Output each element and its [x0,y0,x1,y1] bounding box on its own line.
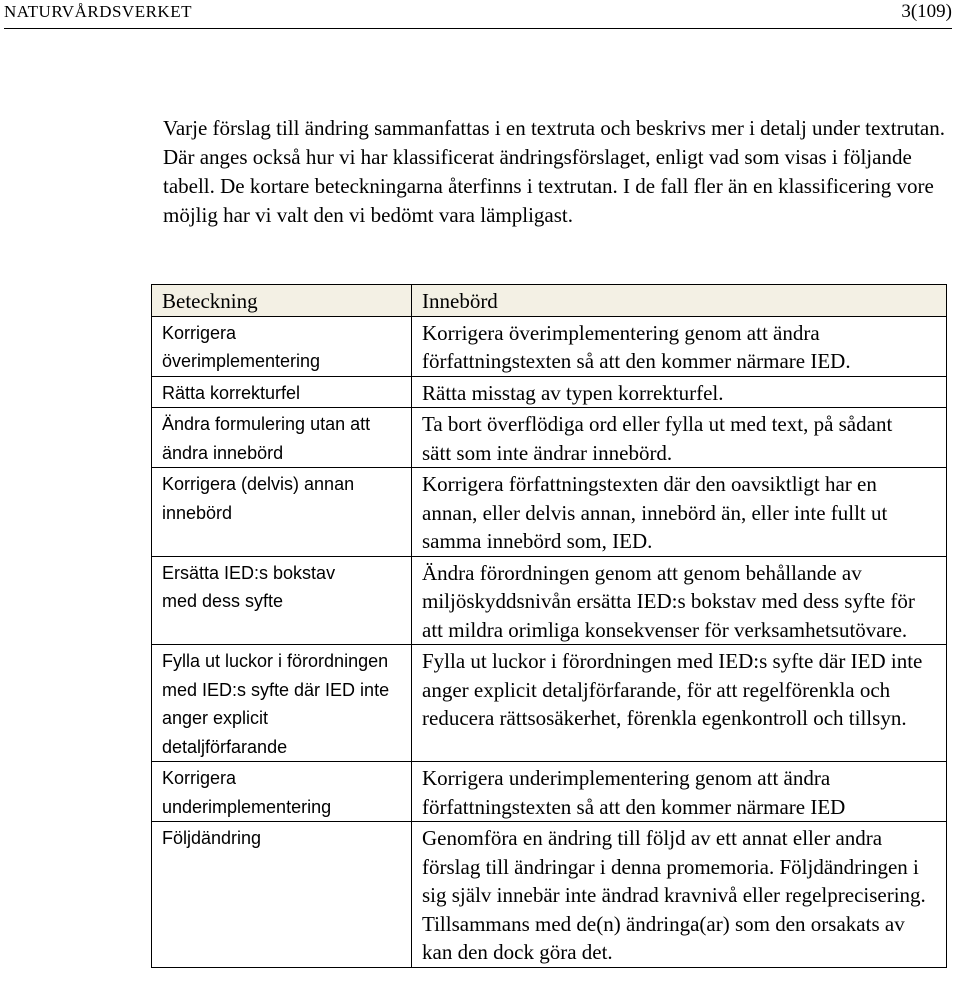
meaning-cell: Ta bort överflödiga ord eller fylla ut med text, på sådant sätt som inte ändrar innebörd. [412,408,947,468]
agency-name: NATURVÅRDSVERKET [4,2,192,21]
table-row [152,408,947,468]
header-meaning: Innebörd [412,285,947,317]
term-cell: Fylla ut luckor i förordningen med IED:s syfte där IED inte anger explicit detaljförfarande [152,645,412,762]
meaning-cell: Korrigera underimplementering genom att ändra författningstexten så att den kommer närmare IED [412,762,947,822]
meaning-cell: Fylla ut luckor i förordningen med IED:s syfte där IED inte anger explicit detaljförfarande, för att regelförenkla och reducera rättsosäkerhet, förenkla egenkontroll och tillsyn. [412,645,947,762]
table-header-row [152,285,947,317]
table-row [152,468,947,557]
meaning-cell: Korrigera författningstexten där den oavsiktligt har en annan, eller delvis annan, innebörd än, eller inte fullt ut samma innebörd som, IED. [412,468,947,557]
term-cell: Korrigera (delvis) annan innebörd [152,468,412,557]
table-row [152,376,947,408]
header-term: Beteckning [152,285,412,317]
meaning-cell: Genomföra en ändring till följd av ett annat eller andra förslag till ändringar i denna promemoria. Följdändringen i sig själv innebär inte ändrad kravnivå eller regelprecisering. Tillsammans med de(n) ändringa(ar) som den orsakats av kan den dock göra det. [412,822,947,968]
table-row [152,316,947,376]
classification-table [151,284,947,968]
meaning-cell: Rätta misstag av typen korrekturfel. [412,376,947,408]
page-header [4,0,952,29]
term-cell: Rätta korrekturfel [152,376,412,408]
term-cell: Följdändring [152,822,412,968]
table-row [152,822,947,968]
table-row [152,556,947,645]
table-row [152,762,947,822]
page-number: 3(109) [901,1,952,22]
term-cell: Korrigera överimplementering [152,316,412,376]
table-row [152,645,947,762]
term-cell: Ändra formulering utan att ändra innebörd [152,408,412,468]
term-cell: Korrigera underimplementering [152,762,412,822]
meaning-cell: Ändra förordningen genom att genom behållande av miljöskyddsnivån ersätta IED:s bokstav med dess syfte för att mildra orimliga konsekvenser för verksamhetsutövare. [412,556,947,645]
meaning-cell: Korrigera överimplementering genom att ändra författningstexten så att den kommer närmare IED. [412,316,947,376]
term-cell: Ersätta IED:s bokstav med dess syfte [152,556,412,645]
intro-paragraph: Varje förslag till ändring sammanfattas i en textruta och beskrivs mer i detalj under textrutan. Där anges också hur vi har klassificerat ändringsförslaget, enligt vad som visas i följande tabell. De kortare beteckningarna återfinns i textrutan. I de fall fler än en klassificering vore möjlig har vi valt den vi bedömt vara lämpligast. [163,116,946,227]
